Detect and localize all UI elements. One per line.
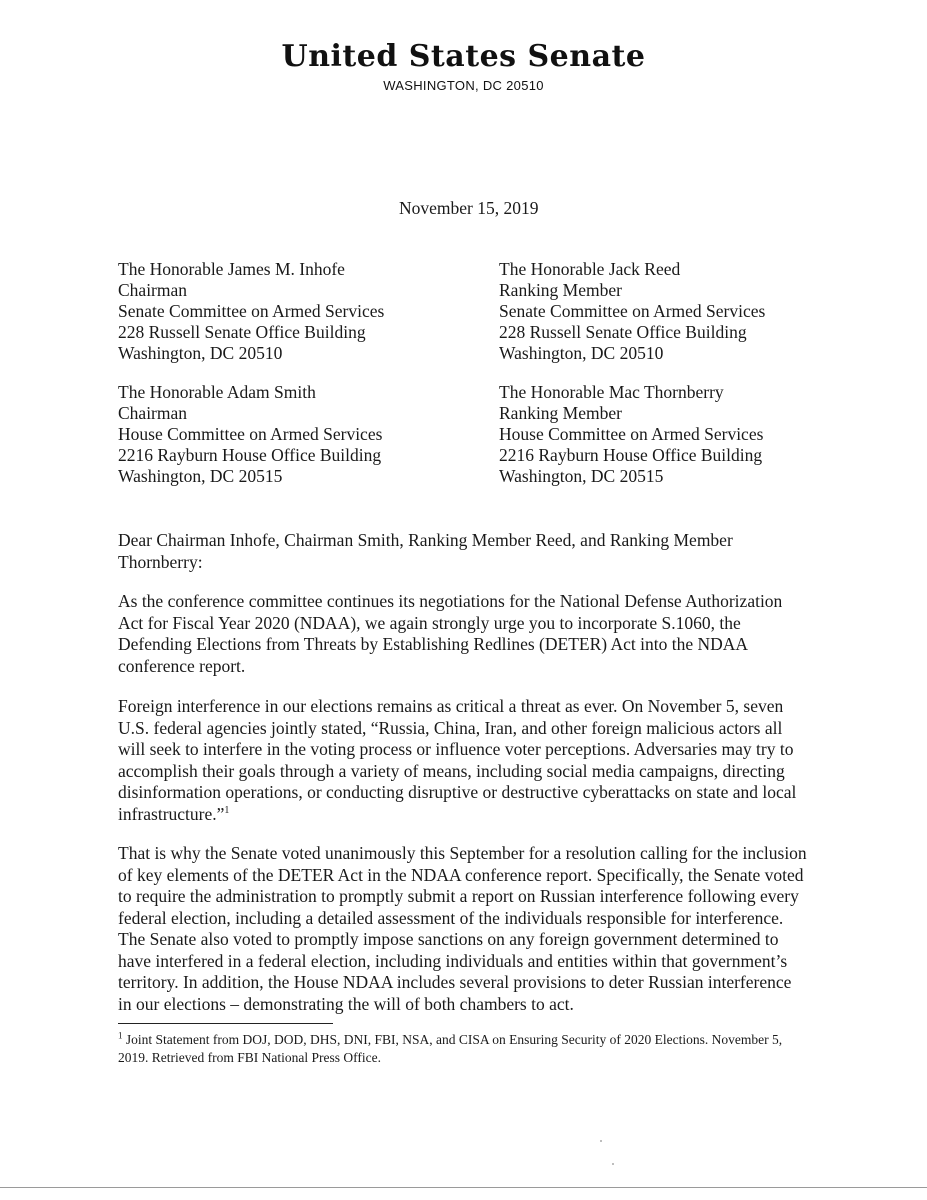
salutation: Dear Chairman Inhofe, Chairman Smith, Ranking Member Reed, and Ranking Member Thornberry: — [118, 530, 733, 572]
footnote-divider — [118, 1023, 333, 1024]
scan-speck — [612, 1163, 614, 1165]
addressee-committee: Senate Committee on Armed Services — [499, 301, 766, 321]
paragraph-2-text: Foreign interference in our elections remains as critical a threat as ever. On November 5, seven U.S. federal agencies jointly stated, “Russia, China, Iran, and other foreign malicious actors all will seek to interfere in the voting process or influence voter perceptions. Adversaries may try to accomplish their goals through a variety of means, including social media campaigns, directing disinformation operations, or conducting disruptive or destructive cyberattacks on state and local infrastructure.” — [118, 696, 797, 824]
addressee-role: Ranking Member — [499, 280, 622, 300]
paragraph-3: That is why the Senate voted unanimously this September for a resolution calling for the inclusion of key elements of the DETER Act in the NDAA conference report. Specifically, the Senate voted to require the administration to promptly submit a report on Russian interference following every federal election, including a detailed assessment of the individuals responsible for interference. The Senate also voted to promptly impose sanctions on any foreign government determined to have interfered in a federal election, including individuals and entities within that government’s territory. In addition, the House NDAA includes several provisions to deter Russian interference in our elections – demonstrating the will of both chambers to act. — [118, 843, 807, 1014]
addressee-role: Ranking Member — [499, 403, 622, 423]
addressee-block-reed — [499, 259, 765, 364]
addressee-block-smith — [118, 382, 382, 487]
addressee-committee: Senate Committee on Armed Services — [118, 301, 385, 321]
letterhead — [0, 40, 927, 93]
paragraph-2 — [118, 696, 808, 825]
addressee-committee: House Committee on Armed Services — [118, 424, 383, 444]
letterhead-location: WASHINGTON, DC 20510 — [383, 78, 544, 93]
paragraph-1: As the conference committee continues its negotiations for the National Defense Authorization Act for Fiscal Year 2020 (NDAA), we again strongly urge you to incorporate S.1060, the Defending Elections from Threats by Establishing Redlines (DETER) Act into the NDAA conference report. — [118, 591, 783, 676]
footnote-marker: 1 — [118, 1030, 123, 1041]
addressee-office: 2216 Rayburn House Office Building — [499, 445, 763, 465]
addressee-name: The Honorable Jack Reed — [499, 259, 681, 279]
addressee-role: Chairman — [118, 403, 188, 423]
addressee-block-inhofe — [118, 259, 384, 364]
addressee-name: The Honorable Adam Smith — [118, 382, 316, 402]
letter-date: November 15, 2019 — [399, 198, 539, 218]
scan-edge-line — [0, 1187, 927, 1188]
addressee-city: Washington, DC 20510 — [499, 343, 664, 363]
footnote-text: Joint Statement from DOJ, DOD, DHS, DNI, FBI, NSA, and CISA on Ensuring Security of 2020 Elections. November 5, 2019. Retrieved from FBI National Press Office. — [118, 1032, 783, 1065]
addressee-name: The Honorable Mac Thornberry — [499, 382, 724, 402]
scan-speck — [600, 1140, 602, 1142]
addressee-office: 228 Russell Senate Office Building — [499, 322, 747, 342]
addressee-city: Washington, DC 20515 — [499, 466, 664, 486]
addressee-office: 2216 Rayburn House Office Building — [118, 445, 382, 465]
addressee-name: The Honorable James M. Inhofe — [118, 259, 345, 279]
footnote — [118, 1031, 808, 1067]
addressee-committee: House Committee on Armed Services — [499, 424, 764, 444]
addressee-role: Chairman — [118, 280, 188, 300]
addressee-city: Washington, DC 20510 — [118, 343, 283, 363]
letterhead-title: United States Senate — [281, 39, 646, 74]
addressee-block-thornberry — [499, 382, 763, 487]
addressee-city: Washington, DC 20515 — [118, 466, 283, 486]
addressee-office: 228 Russell Senate Office Building — [118, 322, 366, 342]
footnote-reference: 1 — [224, 804, 230, 816]
